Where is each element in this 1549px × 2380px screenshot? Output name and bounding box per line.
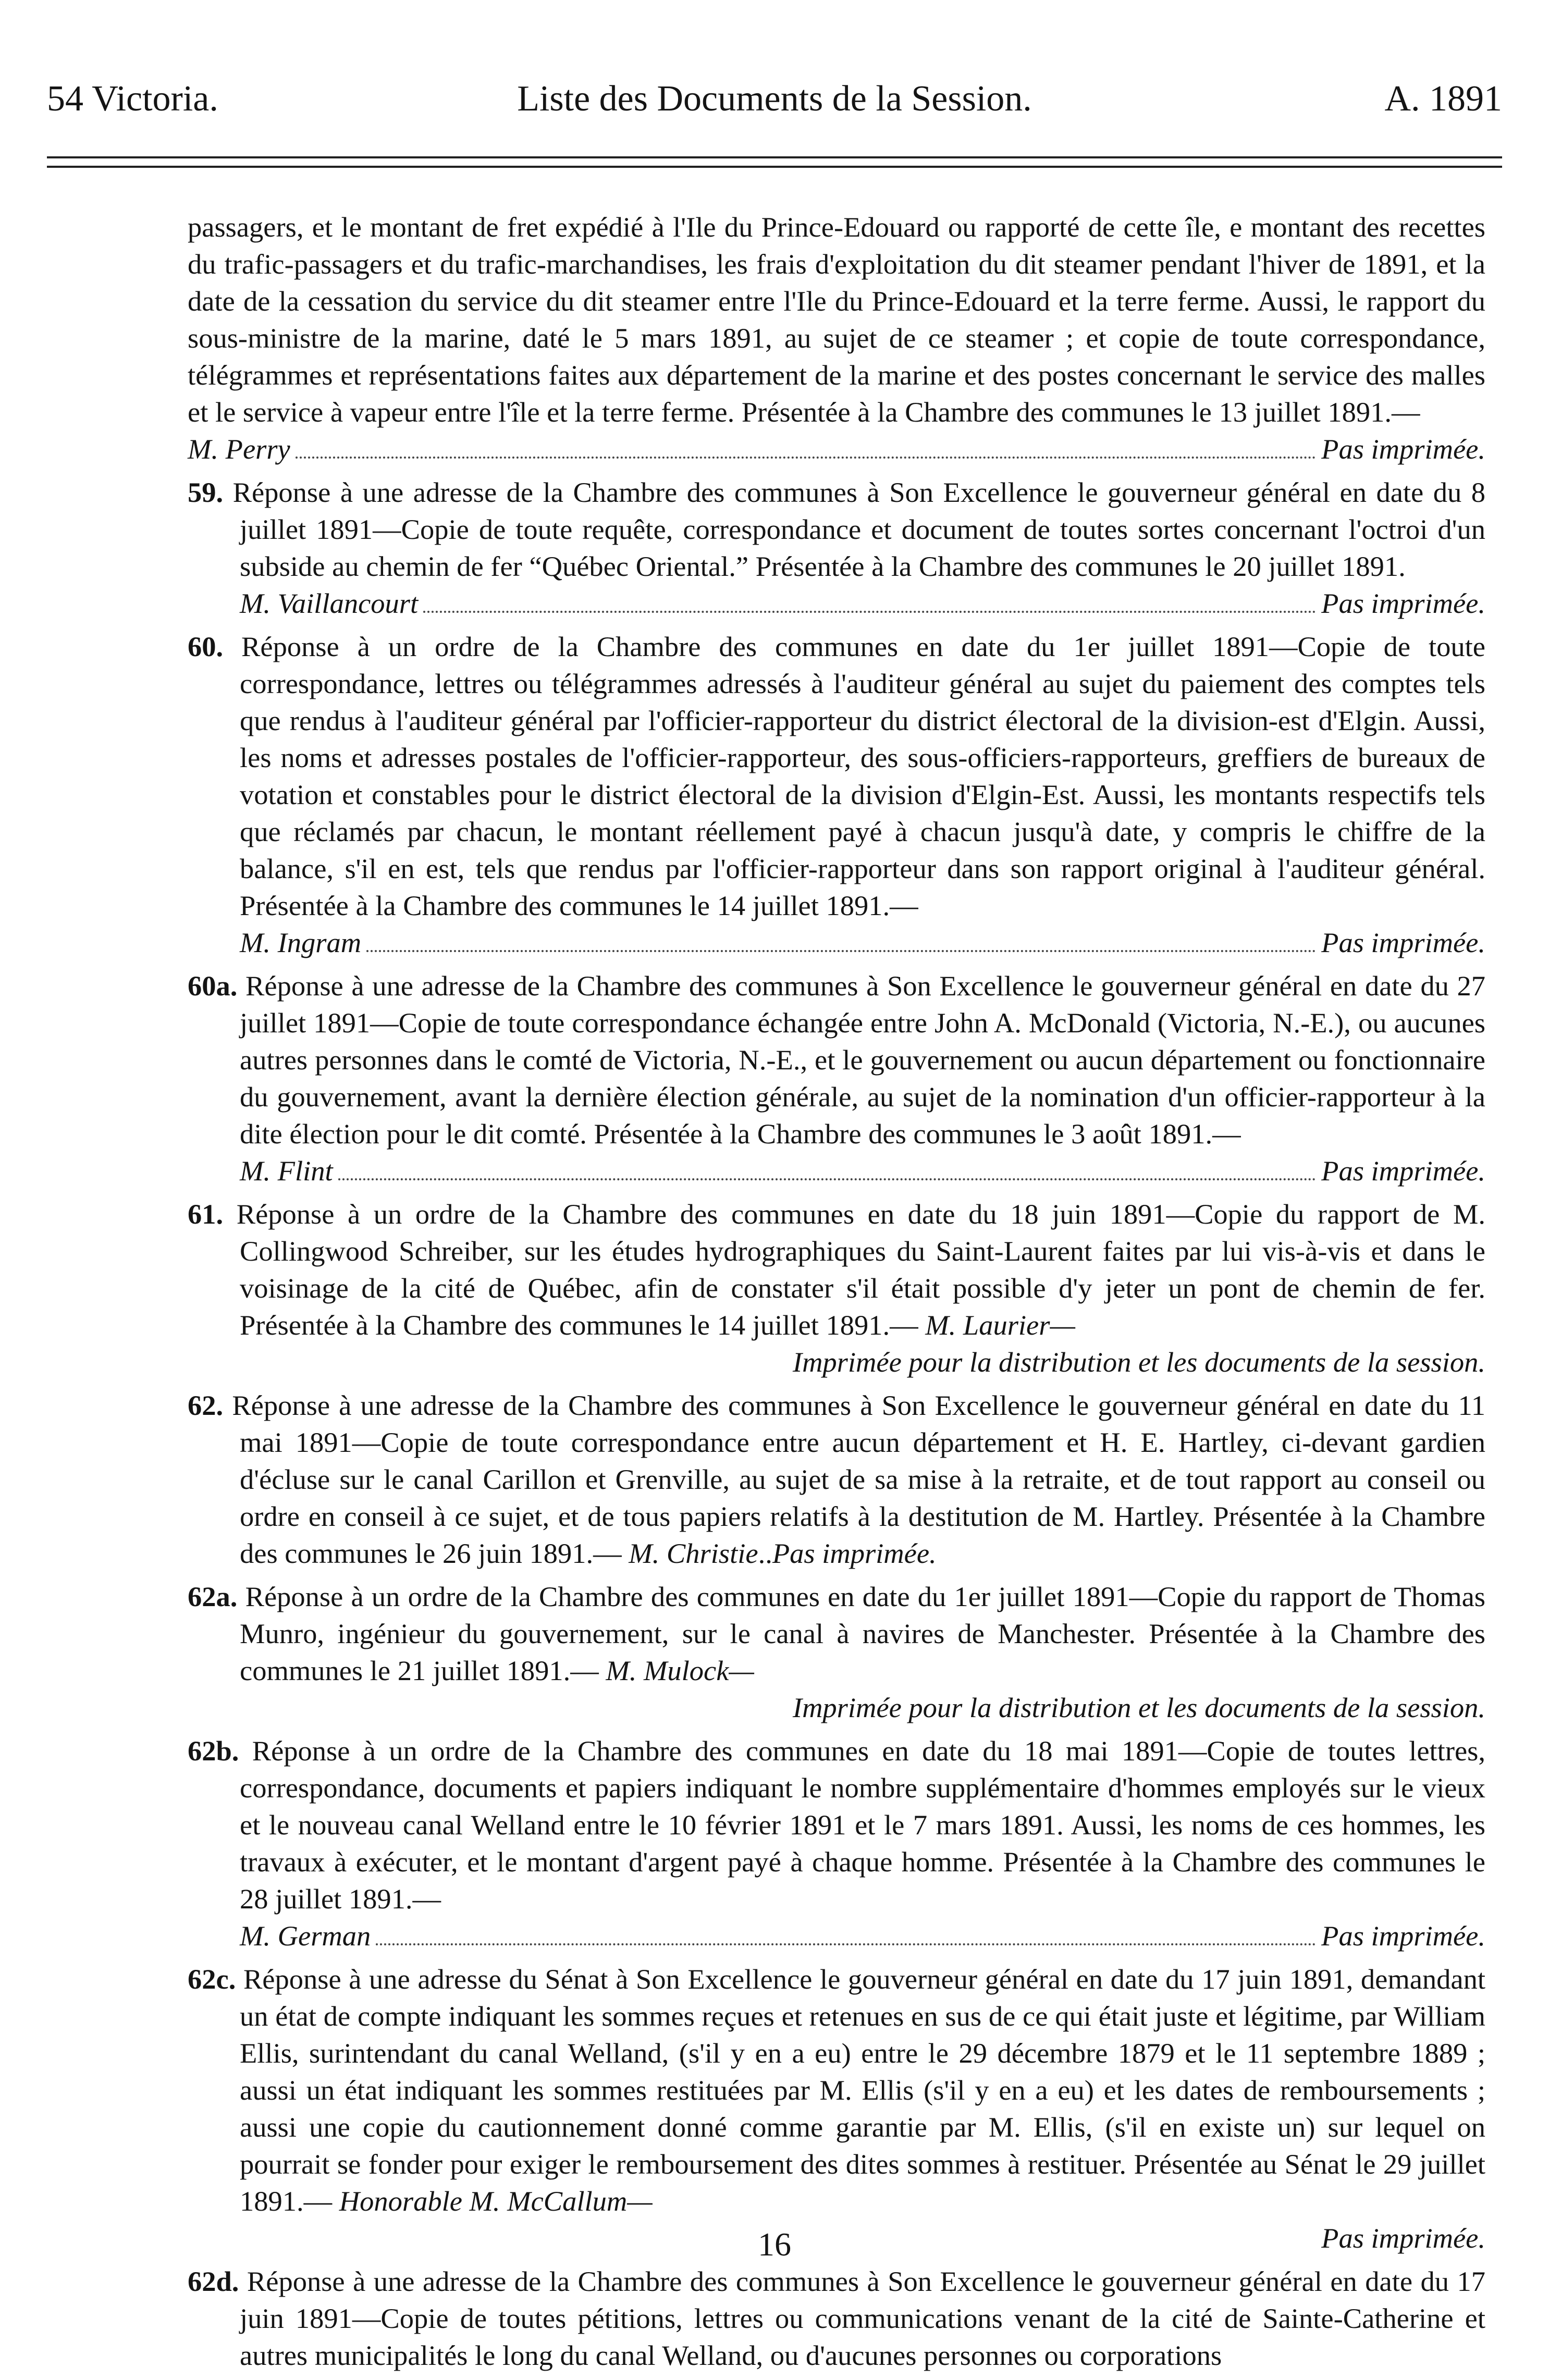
- entry-text: Réponse à une adresse de la Chambre des communes à Son Excellence le gouverneur général en date du 27 juillet 1891—Copie de toute correspondance échangée entre John A. McDonald (Victoria, N.-E.), ou aucunes autres personnes dans le comté de Victoria, N.-E., et le gouvernement ou aucun département ou fonctionnaire du gouvernement, avant la dernière élection générale, au sujet de la nomination d'un officier-rapporteur à la dite élection pour le dit comté. Présentée à la Chambre des communes le 3 août 1891.—: [240, 970, 1486, 1150]
- entry-status: Imprimée pour la distribution et les documents de la session.: [792, 1346, 1485, 1378]
- entry-status: Pas imprimée.: [1321, 1155, 1485, 1187]
- entry-member: M. Perry: [188, 433, 290, 465]
- document-entry: [188, 1960, 1485, 2256]
- entry-number: 62c.: [188, 1963, 236, 1995]
- entry-status: Pas imprimée.: [1321, 927, 1485, 958]
- entry-member: M. Vaillancourt: [240, 587, 419, 619]
- document-entry: [188, 628, 1485, 961]
- entry-member: M. Mulock—: [606, 1655, 754, 1686]
- entry-text: Réponse à une adresse de la Chambre des communes à Son Excellence le gouverneur général en date du 8 juillet 1891—Copie de toute requête, correspondance et document de toutes sortes concernant l'octroi d'un subside au chemin de fer “Québec Oriental.” Présentée à la Chambre des communes le 20 juillet 1891.: [232, 476, 1485, 582]
- entry-text: Réponse à une adresse du Sénat à Son Excellence le gouverneur général en date du 17 juin 1891, demandant un état de compte indiquant les sommes reçues et retenues en sus de ce qui était juste et légitime, par William Ellis, surintendant du canal Welland, (s'il y en a eu) entre le 29 décembre 1879 et le 11 septembre 1889 ; aussi un état indiquant les sommes restituées par M. Ellis (s'il y en a eu) et les dates de remboursements ; aussi une copie du cautionnement donné comme garantie par M. Ellis, (s'il en existe un) sur lequel on pourrait se fonder pour exiger le remboursement des dites sommes à restituer. Présentée au Sénat le 29 juillet 1891.—: [240, 1963, 1485, 2217]
- entry-member: M. German: [240, 1920, 371, 1952]
- entry-member: M. Flint: [240, 1155, 333, 1187]
- entry-text: Réponse à un ordre de la Chambre des communes en date du 18 mai 1891—Copie de toutes lettres, correspondance, documents et papiers indiquant le nombre supplémentaire d'hommes employés sur le vieux et le nouveau canal Welland entre le 10 février 1891 et le 7 mars 1891. Aussi, les noms de ces hommes, les travaux à exécuter, et le montant d'argent payé à chaque homme. Présentée à la Chambre des communes le 28 juillet 1891.—: [240, 1735, 1485, 1915]
- document-entry: [188, 474, 1485, 622]
- entry-member: M. Christie: [629, 1537, 758, 1569]
- entry-member: Honorable M. McCallum—: [339, 2185, 653, 2217]
- leader-dots: [376, 1943, 1316, 1945]
- page-number: 16: [758, 2226, 791, 2263]
- document-entry: 62. Réponse à une adresse de la Chambre des communes à Son Excellence le gouverneur général en date du 11 mai 1891—Copie de toute correspondance entre aucun département et H. E. Hartley, ci-devant gardien d'écluse sur le canal Carillon et Grenville, au sujet de sa mise à la retraite, et de tout rapport au conseil ou ordre en conseil à ce sujet, et de tous papiers relatifs à la destitution de M. Hartley. Présentée à la Chambre des communes le 26 juin 1891.— M. Christie..Pas imprimée.: [188, 1389, 1485, 1569]
- header-title: Liste des Documents de la Session.: [517, 79, 1032, 119]
- entry-text: Réponse à une adresse de la Chambre des communes à Son Excellence le gouverneur général en date du 11 mai 1891—Copie de toute correspondance entre aucun département et H. E. Hartley, ci-devant gardien d'écluse sur le canal Carillon et Grenville, au sujet de sa mise à la retraite, et de tout rapport au conseil ou ordre en conseil à ce sujet, et de tous papiers relatifs à la destitution de M. Hartley. Présentée à la Chambre des communes le 26 juin 1891.—: [232, 1389, 1485, 1569]
- document-entry: [188, 1195, 1485, 1380]
- document-list: [188, 208, 1485, 2380]
- entry-text: Réponse à un ordre de la Chambre des communes en date du 1er juillet 1891—Copie de toute correspondance, lettres ou télégrammes adressés à l'auditeur général au sujet du paiement des comptes tels que rendus à l'auditeur général par l'officier-rapporteur du district électoral de la division-est d'Elgin. Aussi, les noms et adresses postales de l'officier-rapporteur, des sous-officiers-rapporteurs, greffiers de bureaux de votation et constables pour le district électoral de la division d'Elgin-Est. Aussi, les montants respectifs tels que réclamés par chacun, le montant réellement payé à chacun jusqu'à date, y compris le chiffre de la balance, s'il en est, tels que rendus par l'officier-rapporteur dans son rapport original à l'auditeur général. Présentée à la Chambre des communes le 14 juillet 1891.—: [240, 631, 1485, 921]
- entry-number: 62.: [188, 1389, 224, 1421]
- document-entry: [188, 1732, 1485, 1954]
- entry-number: 61.: [188, 1198, 224, 1230]
- entry-status: Imprimée pour la distribution et les documents de la session.: [792, 1692, 1485, 1723]
- document-entry: [188, 967, 1485, 1189]
- entry-status: Pas imprimée.: [772, 1537, 937, 1569]
- entry-member: M. Laurier—: [925, 1309, 1075, 1341]
- leader-dots: [366, 950, 1316, 952]
- header-rule-bottom: [47, 166, 1502, 168]
- leader-dots: [423, 611, 1316, 613]
- entry-member: M. Ingram: [240, 927, 362, 958]
- entry-text: Réponse à un ordre de la Chambre des communes en date du 18 juin 1891—Copie du rapport de M. Collingwood Schreiber, sur les études hydrographiques du Saint-Laurent faites par lui vis-à-vis et dans le voisinage de la cité de Québec, afin de constater s'il était possible d'y jeter un pont de chemin de fer. Présentée à la Chambre des communes le 14 juillet 1891.—: [236, 1198, 1486, 1341]
- header-left: 54 Victoria.: [47, 79, 218, 119]
- entry-status: Pas imprimée.: [1321, 433, 1485, 465]
- document-entry: [188, 208, 1485, 467]
- entry-number: 60.: [188, 631, 224, 662]
- entry-status: Pas imprimée.: [1321, 2222, 1485, 2254]
- header-right: A. 1891: [1384, 79, 1502, 119]
- entry-number: 62a.: [188, 1581, 238, 1612]
- running-header: [47, 78, 1502, 130]
- leader-dots: [338, 1178, 1317, 1180]
- document-entry: [188, 1578, 1485, 1726]
- entry-number: 60a.: [188, 970, 238, 1002]
- document-entry: [188, 2263, 1485, 2374]
- entry-status: Pas imprimée.: [1321, 587, 1485, 619]
- entry-text: passagers, et le montant de fret expédié à l'Ile du Prince-Edouard ou rapporté de cette île, e montant des recettes du trafic-passagers et du trafic-marchandises, les frais d'exploitation du dit steamer pendant l'hiver de 1891, et la date de la cessation du service du dit steamer entre l'Ile du Prince-Edouard et la terre ferme. Aussi, le rapport du sous-ministre de la marine, daté le 5 mars 1891, au sujet de ce steamer ; et copie de toute correspondance, télégrammes et représentations faites aux département de la marine et des postes concernant le service des malles et le service à vapeur entre l'île et la terre ferme. Présentée à la Chambre des communes le 13 juillet 1891.—: [188, 211, 1485, 428]
- leader-dots: [296, 457, 1316, 459]
- entry-number: 62d.: [188, 2265, 239, 2297]
- entry-number: 59.: [188, 476, 224, 508]
- entry-number: 62b.: [188, 1735, 239, 1767]
- entry-status: Pas imprimée.: [1321, 1920, 1485, 1952]
- entry-text: Réponse à une adresse de la Chambre des communes à Son Excellence le gouverneur général en date du 17 juin 1891—Copie de toutes pétitions, lettres ou communications venant de la cité de Sainte-Catherine et autres municipalités le long du canal Welland, ou d'aucunes personnes ou corporations: [240, 2265, 1485, 2371]
- entry-text: Réponse à un ordre de la Chambre des communes en date du 1er juillet 1891—Copie du rapport de Thomas Munro, ingénieur du gouvernement, sur le canal à navires de Manchester. Présentée à la Chambre des communes le 21 juillet 1891.—: [240, 1581, 1486, 1686]
- header-rule-top: [47, 156, 1502, 158]
